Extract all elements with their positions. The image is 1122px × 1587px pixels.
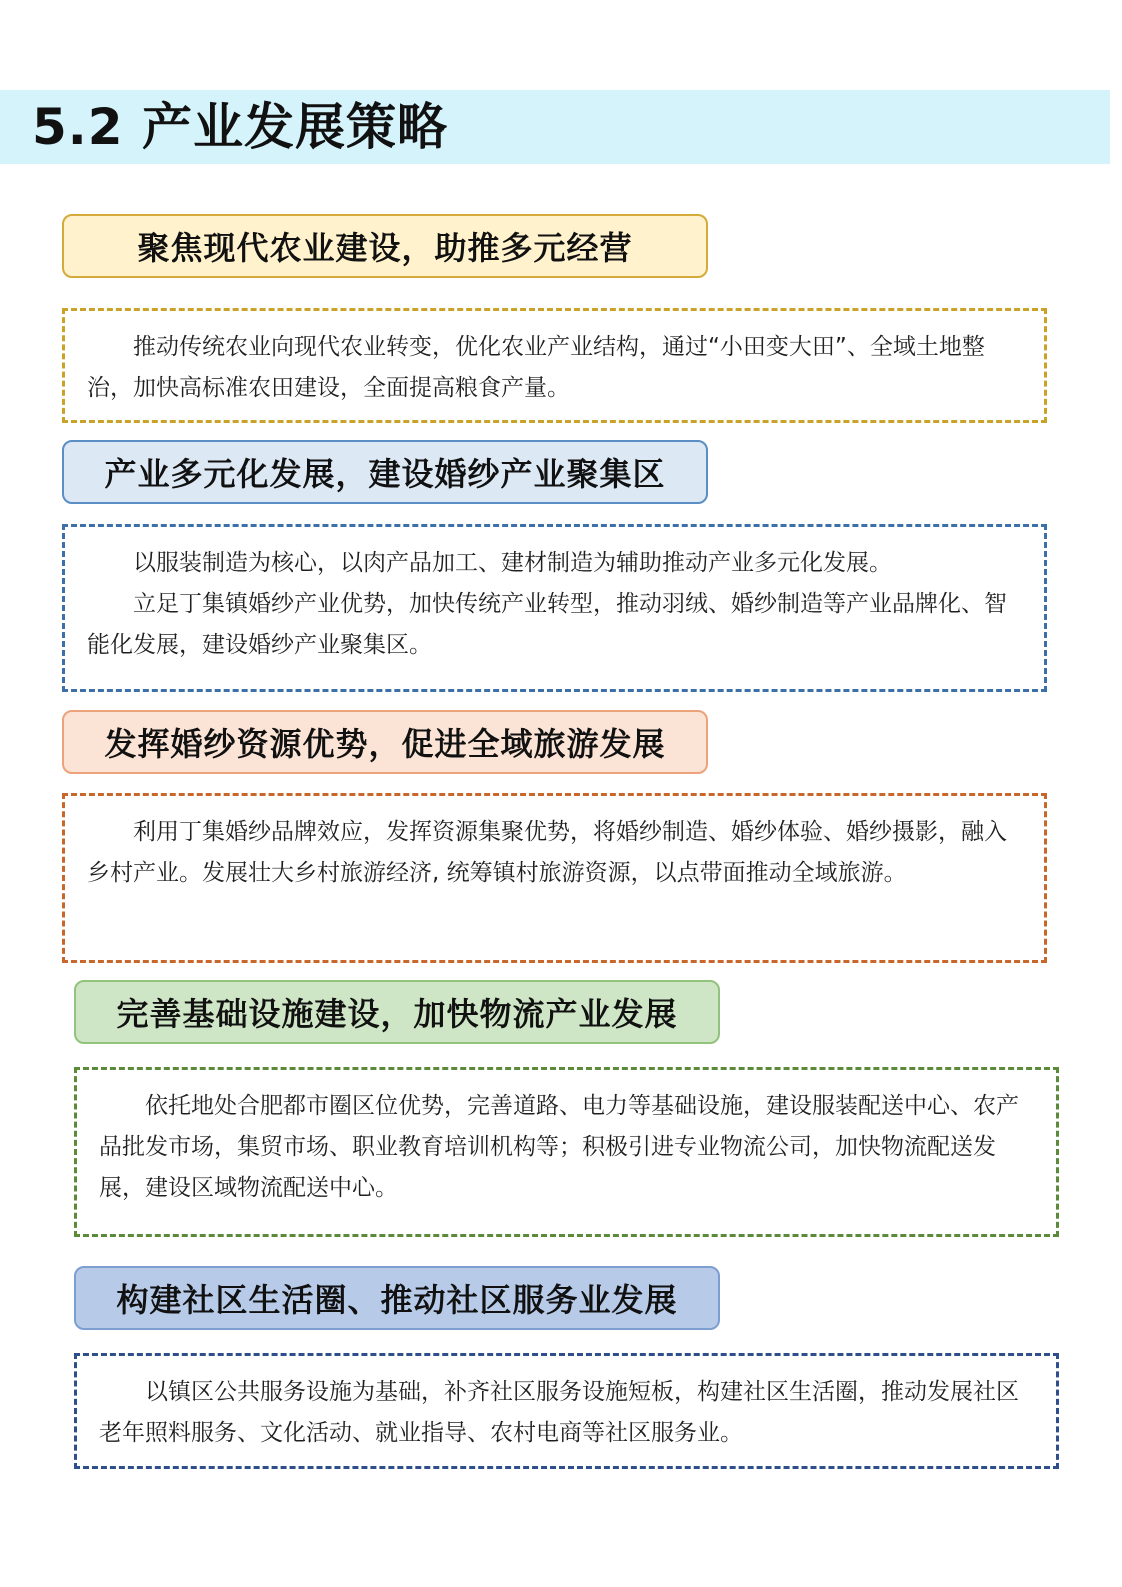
section-paragraph: 利用丁集婚纱品牌效应，发挥资源集聚优势，将婚纱制造、婚纱体验、婚纱摄影，融入乡村产业。发展壮大乡村旅游经济, 统筹镇村旅游资源，以点带面推动全域旅游。	[87, 819, 1007, 886]
title-bar	[0, 90, 1110, 164]
section-body-wedding-industry	[62, 524, 1047, 692]
section-paragraph: 推动传统农业向现代农业转变，优化农业产业结构，通过“小田变大田”、全域土地整治，加快高标准农田建设，全面提高粮食产量。	[87, 334, 985, 401]
section-paragraph: 以服装制造为核心，以肉产品加工、建材制造为辅助推动产业多元化发展。	[133, 550, 892, 576]
section-body-community-services	[74, 1353, 1059, 1469]
section-body-modern-agriculture	[62, 308, 1047, 423]
section-heading-infrastructure-logistics: 完善基础设施建设，加快物流产业发展	[74, 980, 720, 1044]
section-heading-tourism: 发挥婚纱资源优势，促进全域旅游发展	[62, 710, 708, 774]
section-heading-community-services: 构建社区生活圈、推动社区服务业发展	[74, 1266, 720, 1330]
page-title: 5.2 产业发展策略	[32, 98, 448, 156]
section-body-infrastructure-logistics	[74, 1067, 1059, 1237]
section-paragraph: 以镇区公共服务设施为基础，补齐社区服务设施短板，构建社区生活圈，推动发展社区老年照料服务、文化活动、就业指导、农村电商等社区服务业。	[99, 1379, 1019, 1446]
section-body-tourism	[62, 793, 1047, 963]
section-heading-modern-agriculture: 聚焦现代农业建设，助推多元经营	[62, 214, 708, 278]
section-heading-wedding-industry: 产业多元化发展，建设婚纱产业聚集区	[62, 440, 708, 504]
section-paragraph: 依托地处合肥都市圈区位优势，完善道路、电力等基础设施，建设服装配送中心、农产品批发市场，集贸市场、职业教育培训机构等；积极引进专业物流公司，加快物流配送发展，建设区域物流配送中心。	[99, 1093, 1019, 1201]
section-paragraph: 立足丁集镇婚纱产业优势，加快传统产业转型，推动羽绒、婚纱制造等产业品牌化、智能化发展，建设婚纱产业聚集区。	[87, 591, 1007, 658]
